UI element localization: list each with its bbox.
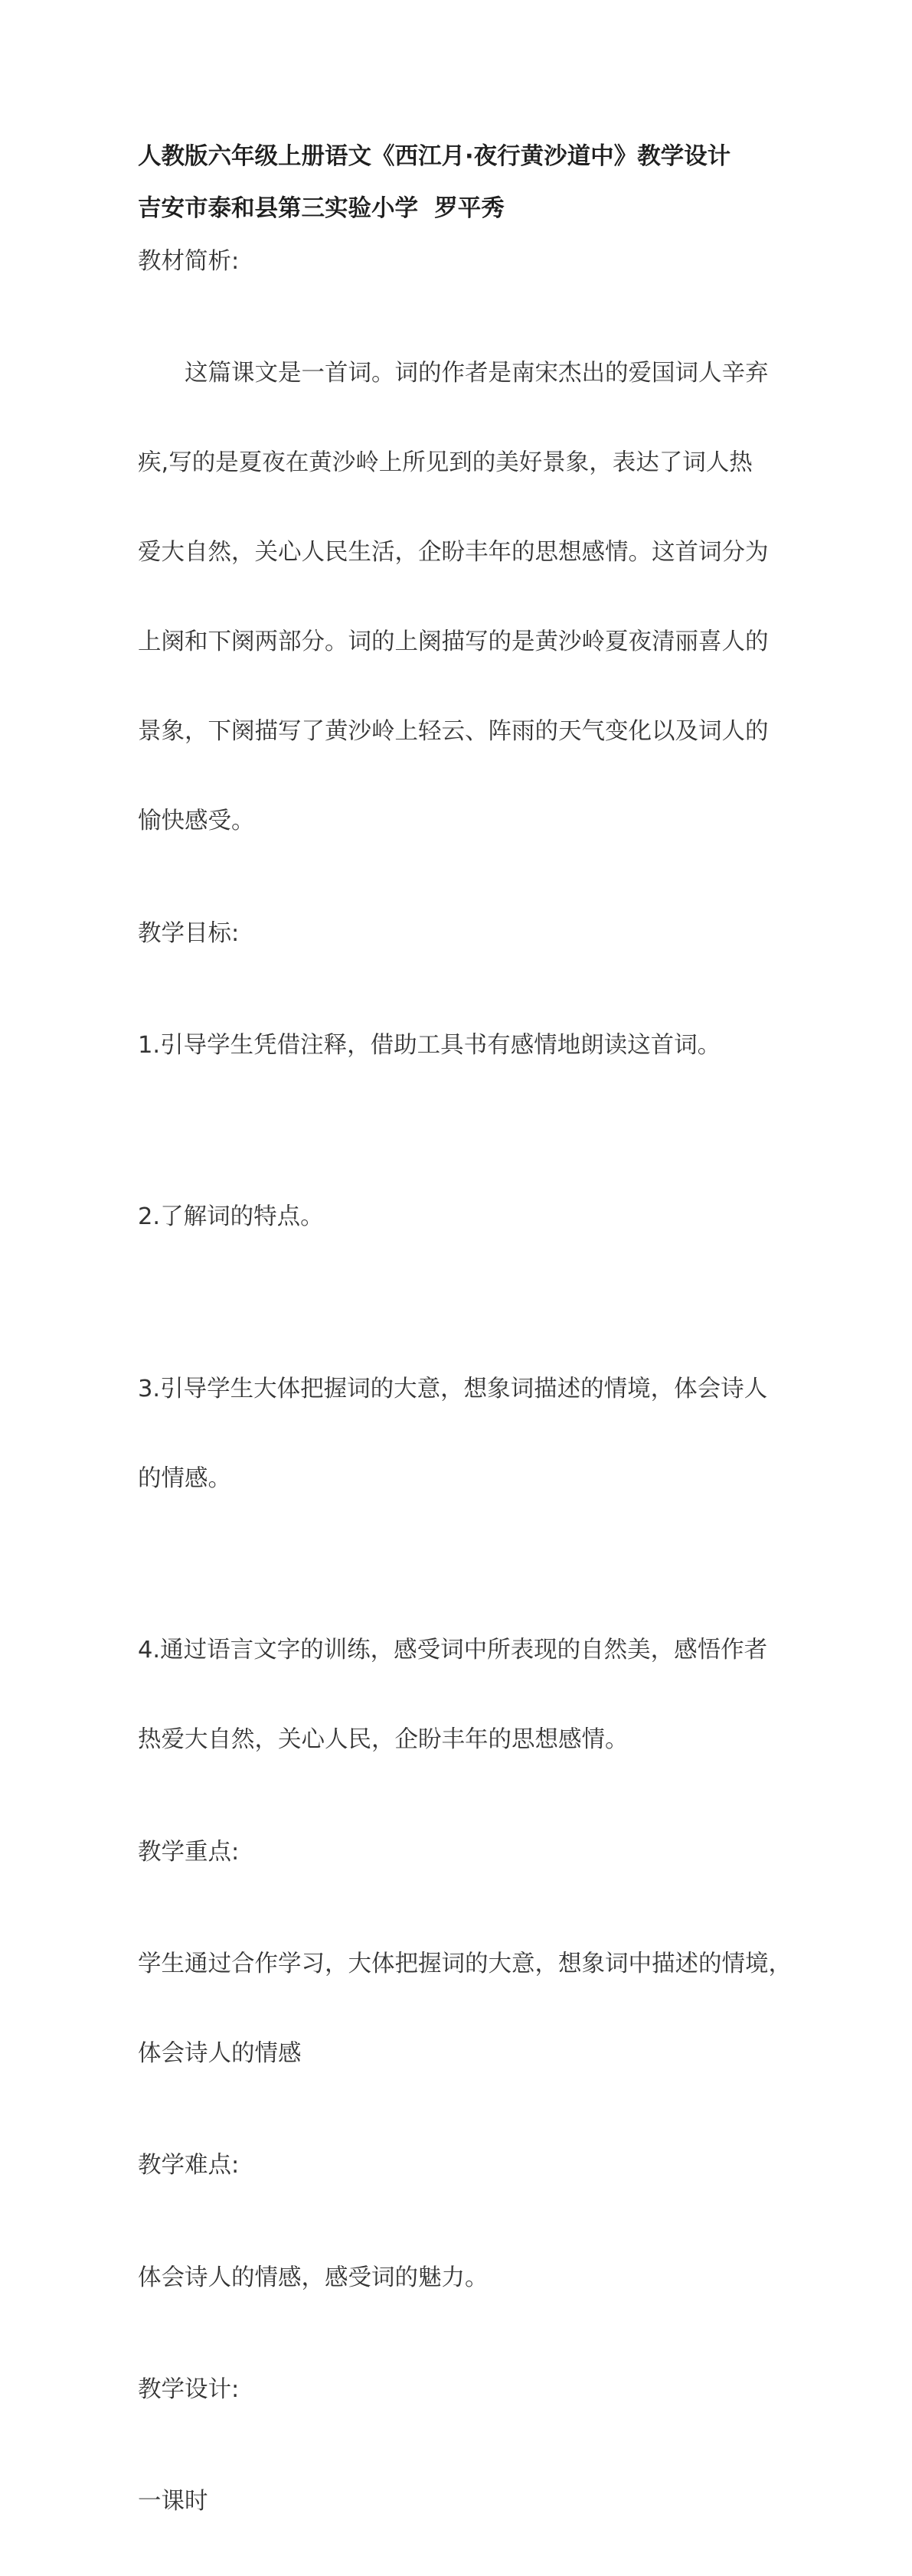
objective-line: 热爱大自然，关心人民，企盼丰年的思想感情。	[138, 1726, 629, 1754]
difficulties-heading: 教学难点:	[138, 2152, 240, 2179]
objective-line: 2.了解词的特点。	[138, 1203, 324, 1231]
paragraph-line: 景象，下阕描写了黄沙岭上轻云、阵雨的天气变化以及词人的	[138, 718, 769, 746]
objective-line: 3.引导学生大体把握词的大意，想象词描述的情境，体会诗人	[138, 1375, 768, 1402]
teaching-objectives-heading: 教学目标:	[138, 919, 240, 947]
objective-item-1	[138, 971, 912, 1120]
document-title: 人教版六年级上册语文《西江月·夜行黄沙道中》教学设计	[138, 143, 731, 170]
paragraph-line: 学生通过合作学习，大体把握词的大意，想象词中描述的情境，	[138, 1950, 792, 1977]
key-points-paragraph	[138, 1889, 912, 2128]
objective-item-2	[138, 1142, 912, 1291]
textbook-analysis-heading: 教材简析:	[138, 247, 240, 275]
paragraph-line: 疾,写的是夏夜在黄沙岭上所见到的美好景象，表达了词人热	[138, 449, 753, 477]
paragraph-line: 上阕和下阕两部分。词的上阕描写的是黄沙岭夏夜清丽喜人的	[138, 628, 769, 656]
key-points-heading: 教学重点:	[138, 1838, 240, 1866]
paragraph-line: 愉快感受。	[138, 808, 255, 835]
paragraph-line: 体会诗人的情感，感受词的魅力。	[138, 2264, 489, 2291]
paragraph-line: 体会诗人的情感	[138, 2039, 302, 2067]
paragraph-line: 一课时	[138, 2488, 208, 2516]
objective-line: 1.引导学生凭借注释，借助工具书有感情地朗读这首词。	[138, 1031, 721, 1059]
objective-line: 4.通过语言文字的训练，感受词中所表现的自然美，感悟作者	[138, 1637, 768, 1664]
paragraph-line: 爱大自然，关心人民生活，企盼丰年的思想感情。这首词分为	[138, 539, 769, 566]
difficulties-paragraph	[138, 2203, 912, 2352]
paragraph-line: 这篇课文是一首词。词的作者是南宋杰出的爱国词人辛弃	[185, 360, 769, 387]
teaching-design-heading: 教学设计:	[138, 2376, 240, 2404]
teaching-design-paragraph	[138, 2427, 912, 2576]
objective-item-3	[138, 1314, 912, 1553]
author-line: 吉安市泰和县第三实验小学 罗平秀	[138, 195, 505, 223]
textbook-analysis-paragraph	[138, 299, 912, 896]
objective-line: 的情感。	[138, 1464, 231, 1492]
objective-item-4	[138, 1575, 912, 1814]
